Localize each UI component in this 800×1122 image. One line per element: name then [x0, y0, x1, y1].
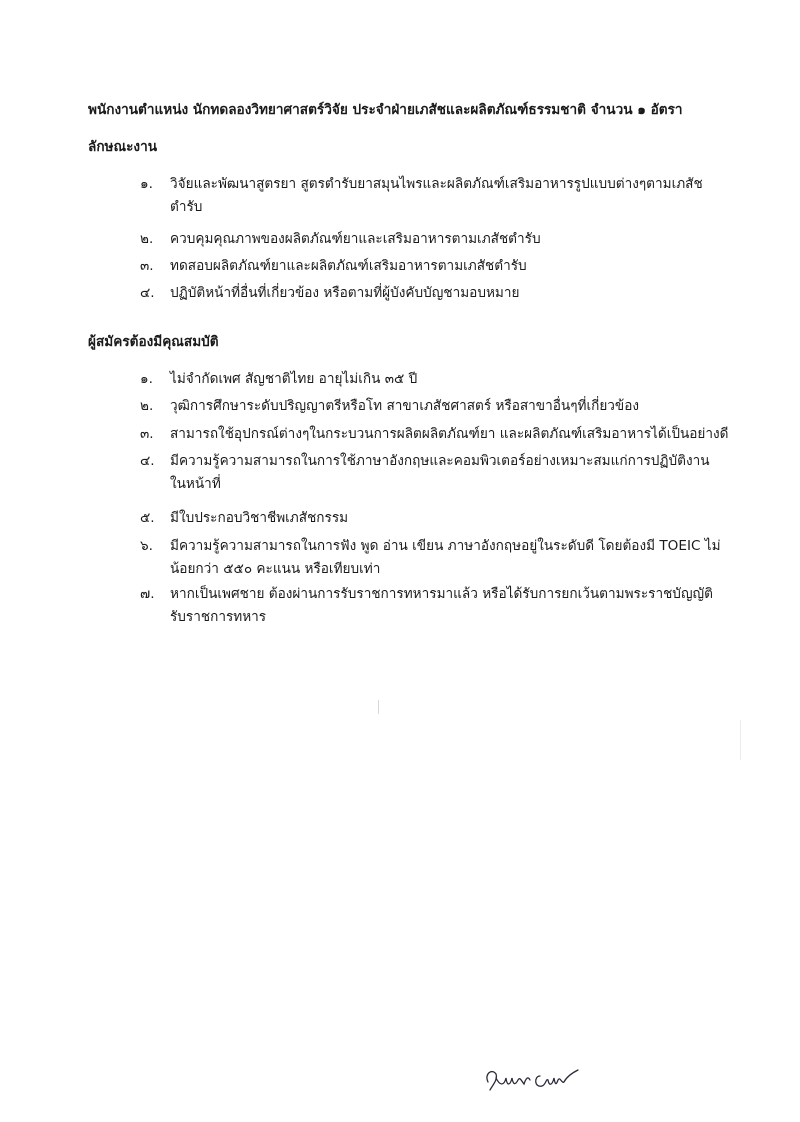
scan-mark	[378, 700, 379, 714]
duty-number: ๑.	[140, 176, 153, 192]
qualification-text-cont: รับราชการทหาร	[170, 609, 267, 625]
qualification-text: มีใบประกอบวิชาชีพเภสัชกรรม	[170, 510, 349, 526]
qualification-text: หากเป็นเพศชาย ต้องผ่านการรับราชการทหารมาแล้ว หรือได้รับการยกเว้นตามพระราชบัญญัติ	[170, 586, 713, 602]
qualification-number: ๖.	[140, 538, 153, 554]
duty-number: ๓.	[140, 258, 154, 274]
duty-text-cont: ตำรับ	[170, 199, 203, 215]
position-header: พนักงานตำแหน่ง นักทดลองวิทยาศาสตร์วิจัย ประจำฝ่ายเภสัชและผลิตภัณฑ์ธรรมชาติ จำนวน ๑ อัตรา	[88, 102, 683, 118]
qualification-number: ๒.	[140, 398, 154, 414]
duty-text: วิจัยและพัฒนาสูตรยา สูตรตำรับยาสมุนไพรและผลิตภัณฑ์เสริมอาหารรูปแบบต่างๆตามเภสัช	[170, 176, 703, 192]
duty-text: ทดสอบผลิตภัณฑ์ยาและผลิตภัณฑ์เสริมอาหารตามเภสัชตำรับ	[170, 258, 527, 274]
duties-heading: ลักษณะงาน	[88, 139, 157, 155]
signature	[482, 1060, 592, 1100]
qualification-number: ๓.	[140, 426, 154, 442]
qualification-number: ๗.	[140, 586, 155, 602]
qualifications-heading: ผู้สมัครต้องมีคุณสมบัติ	[88, 334, 219, 350]
qualification-number: ๕.	[140, 510, 155, 526]
qualification-text: มีความรู้ความสามารถในการฟัง พูด อ่าน เขียน ภาษาอังกฤษอยู่ในระดับดี โดยต้องมี TOEIC ไม่	[170, 538, 721, 554]
qualification-text: สามารถใช้อุปกรณ์ต่างๆในกระบวนการผลิตผลิตภัณฑ์ยา และผลิตภัณฑ์เสริมอาหารได้เป็นอย่างดี	[170, 426, 729, 442]
scan-mark	[740, 720, 741, 760]
qualification-text: วุฒิการศึกษาระดับปริญญาตรีหรือโท สาขาเภสัชศาสตร์ หรือสาขาอื่นๆที่เกี่ยวข้อง	[170, 398, 640, 414]
duty-number: ๔.	[140, 285, 155, 301]
qualification-number: ๔.	[140, 453, 155, 469]
qualification-text: ไม่จำกัดเพศ สัญชาติไทย อายุไม่เกิน ๓๕ ปี	[170, 371, 418, 387]
qualification-number: ๑.	[140, 371, 153, 387]
duty-text: ปฏิบัติหน้าที่อื่นที่เกี่ยวข้อง หรือตามที่ผู้บังคับบัญชามอบหมาย	[170, 285, 520, 301]
qualification-text-cont: น้อยกว่า ๕๕๐ คะแนน หรือเทียบเท่า	[170, 561, 381, 577]
qualification-text-cont: ในหน้าที่	[170, 476, 221, 492]
duty-text: ควบคุมคุณภาพของผลิตภัณฑ์ยาและเสริมอาหารตามเภสัชตำรับ	[170, 231, 541, 247]
duty-number: ๒.	[140, 231, 154, 247]
qualification-text: มีความรู้ความสามารถในการใช้ภาษาอังกฤษและคอมพิวเตอร์อย่างเหมาะสมแก่การปฏิบัติงาน	[170, 453, 710, 469]
